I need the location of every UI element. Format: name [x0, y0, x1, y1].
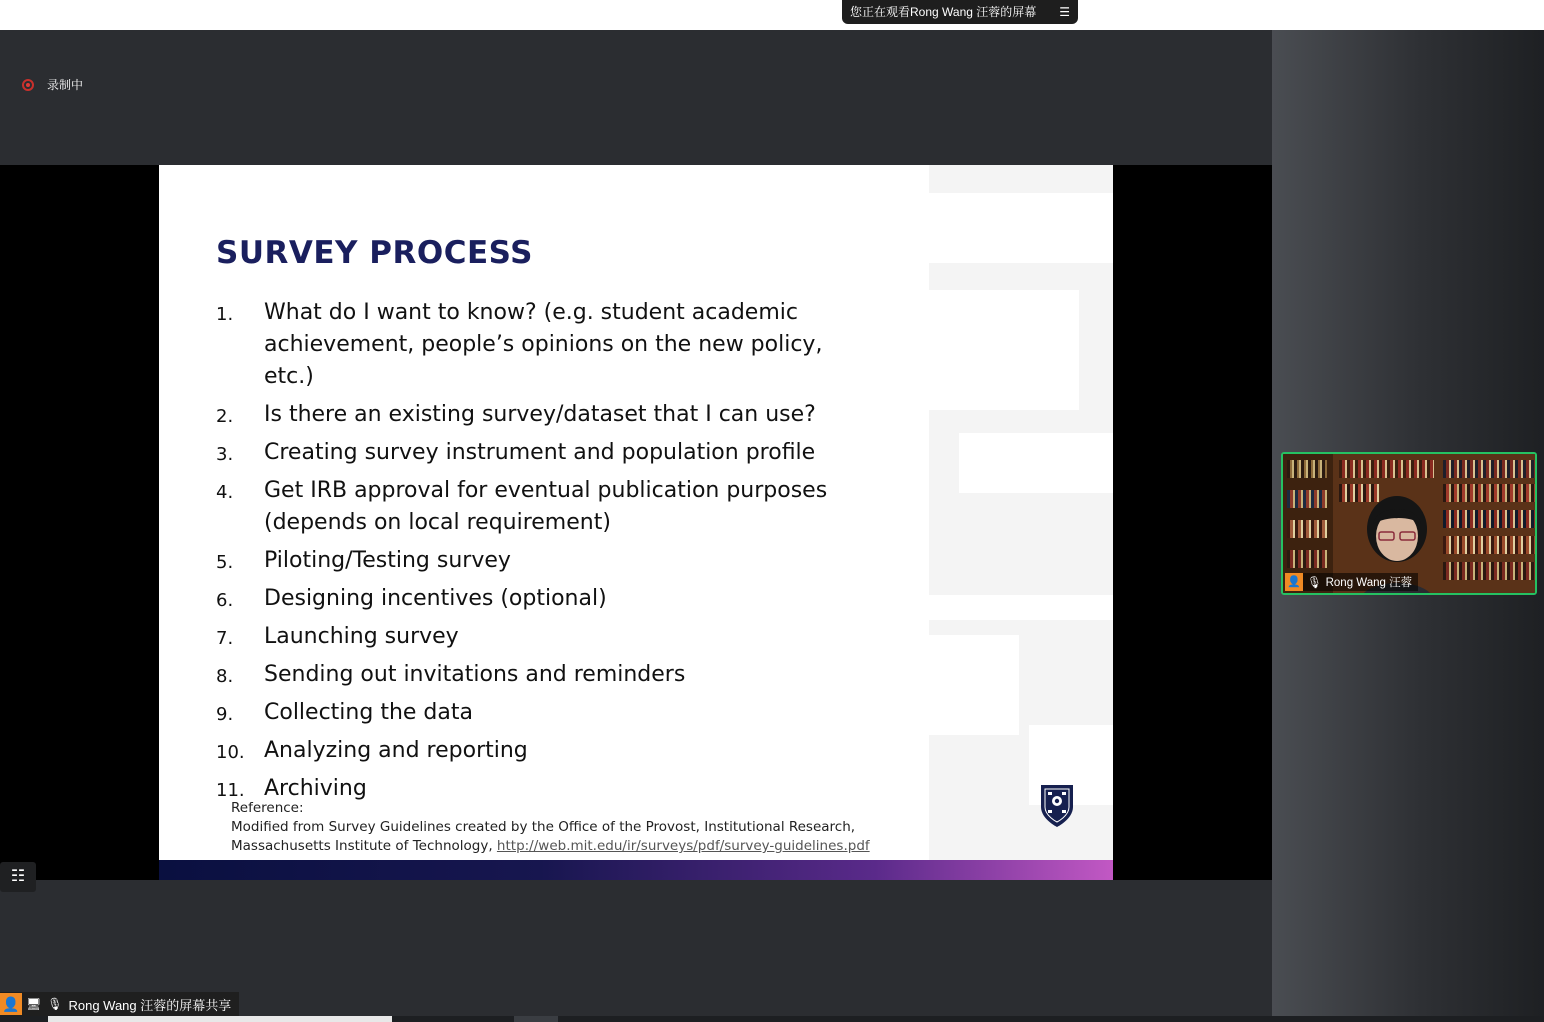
step-number: 3. — [216, 444, 234, 465]
list-item — [216, 297, 876, 393]
screen-share-icon: 🖥 — [26, 997, 42, 1011]
menu-icon[interactable]: ☰ — [1059, 5, 1070, 19]
list-item — [216, 735, 876, 767]
list-menu-button[interactable] — [0, 862, 36, 892]
meeting-stage — [0, 30, 1272, 1016]
share-label-text: Rong Wang 汪蓉的屏幕共享 — [68, 997, 232, 1013]
taskbar-item[interactable] — [514, 1016, 558, 1022]
step-text: Get IRB approval for eventual publication purposes (depends on local requirement) — [264, 478, 828, 535]
step-text: Piloting/Testing survey — [264, 548, 511, 573]
step-number: 11. — [216, 780, 245, 801]
step-text: Analyzing and reporting — [264, 738, 528, 763]
step-text: Archiving — [264, 776, 367, 801]
slide-footer-bar — [159, 860, 1113, 880]
list-item — [216, 621, 876, 653]
participant-name-row — [1285, 573, 1418, 591]
participant-name: Rong Wang 汪蓉 — [1325, 577, 1413, 589]
taskbar-item[interactable] — [48, 1016, 392, 1022]
step-number: 9. — [216, 704, 234, 725]
presentation-slide — [159, 165, 1113, 880]
step-number: 10. — [216, 742, 245, 763]
list-item — [216, 475, 876, 539]
record-dot-icon — [22, 79, 34, 91]
step-number: 5. — [216, 552, 234, 573]
reference-line: Modified from Survey Guidelines created by the Office of the Provost, Institutional Research, — [231, 819, 856, 835]
microphone-icon: 🎙 — [47, 997, 63, 1011]
avatar: 👤 — [1285, 573, 1303, 591]
taskbar — [0, 1016, 1544, 1022]
step-text: Is there an existing survey/dataset that I can use? — [264, 402, 816, 427]
step-number: 4. — [216, 482, 234, 503]
list-item — [216, 437, 876, 469]
screen-share-label — [0, 992, 239, 1016]
slide-reference — [231, 799, 870, 856]
list-item — [216, 697, 876, 729]
recording-indicator — [22, 76, 83, 93]
step-text: Sending out invitations and reminders — [264, 662, 686, 687]
step-number: 7. — [216, 628, 234, 649]
list-item — [216, 545, 876, 577]
reference-line — [231, 837, 870, 856]
step-text: What do I want to know? (e.g. student academic achievement, people’s opinions on the new policy, etc.) — [264, 300, 823, 389]
step-number: 6. — [216, 590, 234, 611]
list-item — [216, 583, 876, 615]
slide-watermark — [929, 165, 1113, 860]
university-crest-icon — [1039, 783, 1075, 829]
reference-heading: Reference: — [231, 800, 304, 816]
microphone-icon: 🎙 — [1307, 577, 1322, 589]
reference-prefix: Massachusetts Institute of Technology, — [231, 838, 497, 854]
screen-share-area — [0, 165, 1272, 880]
step-number: 1. — [216, 304, 234, 325]
steps-list — [216, 297, 876, 811]
participant-video-tile[interactable] — [1281, 452, 1537, 595]
step-text: Designing incentives (optional) — [264, 586, 607, 611]
top-bar — [0, 0, 1544, 30]
step-text: Creating survey instrument and population profile — [264, 440, 816, 465]
step-text: Collecting the data — [264, 700, 473, 725]
step-text: Launching survey — [264, 624, 459, 649]
list-item — [216, 399, 876, 431]
list-icon: ☷ — [10, 868, 26, 885]
list-item — [216, 659, 876, 691]
step-number: 2. — [216, 406, 234, 427]
avatar: 👤 — [0, 993, 22, 1015]
reference-link[interactable]: http://web.mit.edu/ir/surveys/pdf/survey-guidelines.pdf — [496, 838, 870, 854]
step-number: 8. — [216, 666, 234, 687]
viewing-banner[interactable] — [842, 0, 1078, 24]
viewing-text: 您正在观看Rong Wang 汪蓉的屏幕 — [850, 5, 1037, 19]
slide-title: SURVEY PROCESS — [216, 235, 533, 271]
recording-label: 录制中 — [47, 78, 84, 92]
